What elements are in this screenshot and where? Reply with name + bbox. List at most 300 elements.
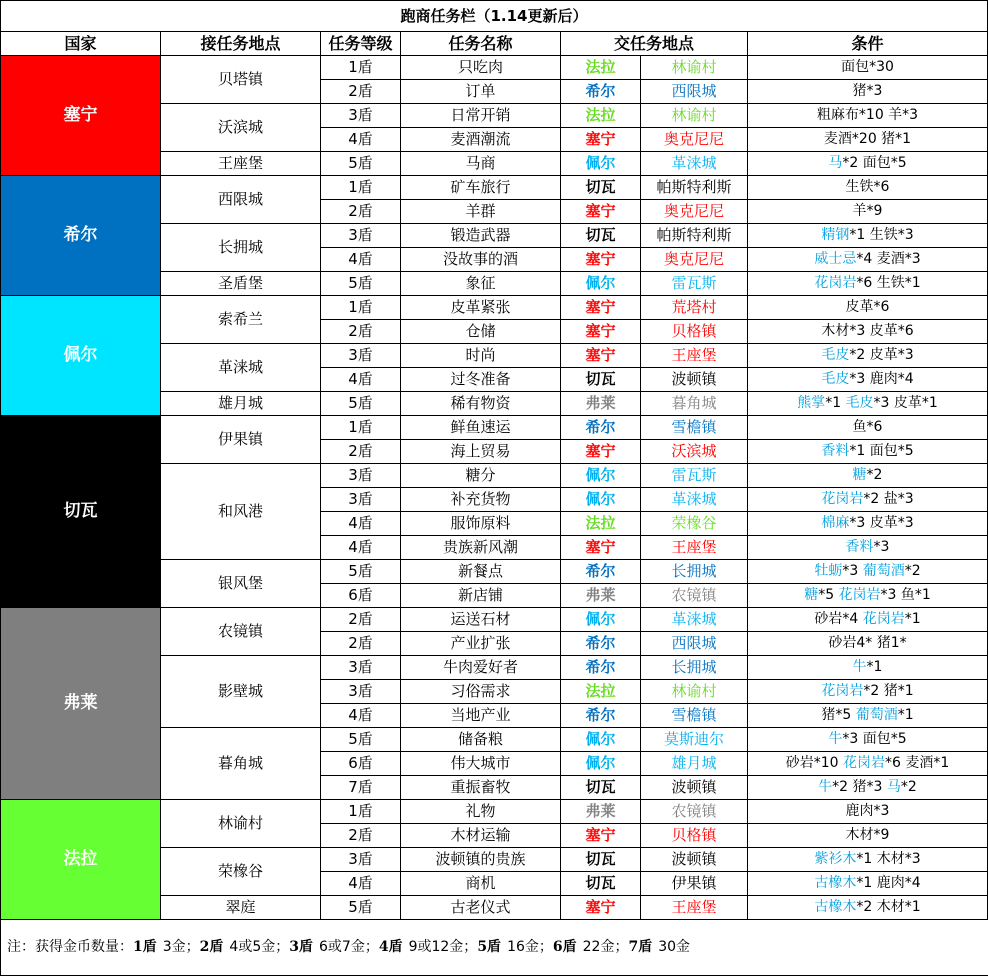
table-row bbox=[1, 176, 988, 200]
condition-segment: *2 bbox=[900, 779, 917, 795]
task-name-cell: 补充货物 bbox=[401, 488, 561, 512]
accept-location-cell: 西限城 bbox=[161, 176, 321, 224]
condition-cell bbox=[748, 440, 988, 464]
note-value: 22金； bbox=[582, 939, 629, 955]
deliver-nation-cell: 切瓦 bbox=[561, 224, 641, 248]
condition-segment: 粗麻布*10 羊*3 bbox=[816, 107, 919, 123]
condition-segment: *4 麦酒*3 bbox=[856, 251, 921, 267]
accept-location-cell: 沃滨城 bbox=[161, 104, 321, 152]
condition-segment: 花岗岩 bbox=[843, 755, 885, 771]
task-level-cell: 1盾 bbox=[321, 800, 401, 824]
condition-segment: 古橡木 bbox=[814, 875, 857, 891]
header-country: 国家 bbox=[1, 32, 161, 56]
condition-segment: *3 bbox=[842, 563, 863, 579]
task-level-cell: 4盾 bbox=[321, 248, 401, 272]
deliver-place-cell: 雷瓦斯 bbox=[641, 464, 748, 488]
task-level-cell: 4盾 bbox=[321, 128, 401, 152]
note-prefix: 注：获得金币数量： bbox=[7, 939, 133, 955]
task-name-cell: 矿车旅行 bbox=[401, 176, 561, 200]
task-name-cell: 服饰原料 bbox=[401, 512, 561, 536]
deliver-nation-cell: 塞宁 bbox=[561, 536, 641, 560]
task-level-cell: 5盾 bbox=[321, 152, 401, 176]
deliver-place-cell: 波顿镇 bbox=[641, 848, 748, 872]
table-row bbox=[1, 56, 988, 80]
task-level-cell: 4盾 bbox=[321, 368, 401, 392]
condition-segment: 古橡木 bbox=[814, 899, 857, 915]
task-level-cell: 1盾 bbox=[321, 296, 401, 320]
task-name-cell: 波顿镇的贵族 bbox=[401, 848, 561, 872]
task-level-cell: 4盾 bbox=[321, 512, 401, 536]
deliver-nation-cell: 切瓦 bbox=[561, 848, 641, 872]
deliver-nation-cell: 切瓦 bbox=[561, 776, 641, 800]
task-level-cell: 3盾 bbox=[321, 656, 401, 680]
deliver-place-cell: 林谕村 bbox=[641, 104, 748, 128]
task-level-cell: 6盾 bbox=[321, 584, 401, 608]
task-level-cell: 2盾 bbox=[321, 632, 401, 656]
condition-segment: *2 bbox=[866, 467, 883, 483]
condition-segment: *2 盐*3 bbox=[863, 491, 914, 507]
condition-segment: *1 鹿肉*4 bbox=[856, 875, 921, 891]
condition-segment: 砂岩*4 bbox=[814, 611, 863, 627]
task-name-cell: 木材运输 bbox=[401, 824, 561, 848]
task-name-cell: 牛肉爱好者 bbox=[401, 656, 561, 680]
deliver-place-cell: 林谕村 bbox=[641, 56, 748, 80]
note-value: 6或7金； bbox=[319, 939, 379, 955]
condition-segment: 精钢 bbox=[821, 227, 850, 243]
condition-cell bbox=[748, 56, 988, 80]
condition-cell bbox=[748, 344, 988, 368]
condition-cell bbox=[748, 776, 988, 800]
condition-segment: 葡萄酒 bbox=[855, 707, 898, 723]
condition-cell bbox=[748, 536, 988, 560]
deliver-nation-cell: 希尔 bbox=[561, 632, 641, 656]
condition-segment: *3 皮革*3 bbox=[849, 515, 914, 531]
deliver-nation-cell: 希尔 bbox=[561, 80, 641, 104]
table-row bbox=[1, 296, 988, 320]
table-row bbox=[1, 800, 988, 824]
condition-cell bbox=[748, 848, 988, 872]
condition-segment: 马 bbox=[886, 779, 901, 795]
table-title: 跑商任务栏（1.14更新后） bbox=[1, 1, 988, 32]
deliver-place-cell: 帕斯特利斯 bbox=[641, 176, 748, 200]
task-name-cell: 储备粮 bbox=[401, 728, 561, 752]
condition-segment: 花岗岩 bbox=[862, 611, 905, 627]
note-level: 7盾 bbox=[628, 939, 653, 955]
task-name-cell: 日常开销 bbox=[401, 104, 561, 128]
deliver-nation-cell: 希尔 bbox=[561, 560, 641, 584]
condition-segment: 威士忌 bbox=[814, 251, 857, 267]
note-level: 5盾 bbox=[477, 939, 502, 955]
deliver-nation-cell: 弗莱 bbox=[561, 800, 641, 824]
task-level-cell: 3盾 bbox=[321, 344, 401, 368]
condition-segment: 牛 bbox=[818, 779, 833, 795]
condition-cell bbox=[748, 608, 988, 632]
task-level-cell: 4盾 bbox=[321, 704, 401, 728]
condition-segment: *6 麦酒*1 bbox=[885, 755, 950, 771]
task-level-cell: 5盾 bbox=[321, 896, 401, 920]
accept-location-cell: 荣橡谷 bbox=[161, 848, 321, 896]
condition-segment: 羊*9 bbox=[852, 203, 883, 219]
task-name-cell: 仓储 bbox=[401, 320, 561, 344]
task-level-cell: 3盾 bbox=[321, 680, 401, 704]
country-cell: 佩尔 bbox=[1, 296, 161, 416]
condition-segment: 木材*3 皮革*6 bbox=[821, 323, 914, 339]
deliver-nation-cell: 塞宁 bbox=[561, 896, 641, 920]
task-name-cell: 贵族新风潮 bbox=[401, 536, 561, 560]
condition-segment: *2 木材*1 bbox=[856, 899, 921, 915]
condition-cell bbox=[748, 560, 988, 584]
deliver-nation-cell: 塞宁 bbox=[561, 344, 641, 368]
task-name-cell: 皮革紧张 bbox=[401, 296, 561, 320]
task-name-cell: 产业扩张 bbox=[401, 632, 561, 656]
condition-cell bbox=[748, 152, 988, 176]
deliver-place-cell: 荣橡谷 bbox=[641, 512, 748, 536]
note-value: 4或5金； bbox=[229, 939, 290, 955]
condition-cell bbox=[748, 272, 988, 296]
deliver-nation-cell: 佩尔 bbox=[561, 464, 641, 488]
deliver-place-cell: 波顿镇 bbox=[641, 776, 748, 800]
condition-cell bbox=[748, 320, 988, 344]
deliver-nation-cell: 佩尔 bbox=[561, 728, 641, 752]
country-cell: 弗莱 bbox=[1, 608, 161, 800]
accept-location-cell: 翠庭 bbox=[161, 896, 321, 920]
condition-segment: 麦酒*20 猪*1 bbox=[823, 131, 912, 147]
task-name-cell: 习俗需求 bbox=[401, 680, 561, 704]
task-name-cell: 重振畜牧 bbox=[401, 776, 561, 800]
condition-segment: 熊掌 bbox=[797, 395, 826, 411]
deliver-place-cell: 革涞城 bbox=[641, 608, 748, 632]
task-level-cell: 1盾 bbox=[321, 416, 401, 440]
header-accept-location: 接任务地点 bbox=[161, 32, 321, 56]
condition-cell bbox=[748, 104, 988, 128]
task-name-cell: 古老仪式 bbox=[401, 896, 561, 920]
condition-segment: 皮革*6 bbox=[845, 299, 890, 315]
deliver-nation-cell: 法拉 bbox=[561, 680, 641, 704]
task-name-cell: 稀有物资 bbox=[401, 392, 561, 416]
condition-segment: 马 bbox=[828, 155, 843, 171]
task-name-cell: 新店铺 bbox=[401, 584, 561, 608]
task-level-cell: 2盾 bbox=[321, 320, 401, 344]
note-value: 30金 bbox=[658, 939, 691, 955]
accept-location-cell: 王座堡 bbox=[161, 152, 321, 176]
condition-segment: 面包*30 bbox=[841, 59, 894, 75]
condition-segment: *1 木材*3 bbox=[856, 851, 921, 867]
deliver-place-cell: 奥克尼尼 bbox=[641, 248, 748, 272]
deliver-nation-cell: 佩尔 bbox=[561, 608, 641, 632]
task-level-cell: 4盾 bbox=[321, 536, 401, 560]
condition-cell bbox=[748, 248, 988, 272]
note-value: 16金； bbox=[507, 939, 553, 955]
deliver-place-cell: 暮角城 bbox=[641, 392, 748, 416]
condition-segment: *3 面包*5 bbox=[842, 731, 907, 747]
deliver-place-cell: 雷瓦斯 bbox=[641, 272, 748, 296]
deliver-nation-cell: 佩尔 bbox=[561, 752, 641, 776]
deliver-place-cell: 沃滨城 bbox=[641, 440, 748, 464]
task-level-cell: 7盾 bbox=[321, 776, 401, 800]
condition-segment: *2 面包*5 bbox=[842, 155, 907, 171]
condition-segment: *1 bbox=[866, 659, 883, 675]
accept-location-cell: 农镜镇 bbox=[161, 608, 321, 656]
country-cell: 法拉 bbox=[1, 800, 161, 920]
deliver-place-cell: 王座堡 bbox=[641, 896, 748, 920]
task-level-cell: 2盾 bbox=[321, 440, 401, 464]
condition-segment: 生铁*6 bbox=[845, 179, 890, 195]
deliver-place-cell: 革涞城 bbox=[641, 488, 748, 512]
reward-note bbox=[1, 920, 988, 976]
table-row bbox=[1, 416, 988, 440]
task-name-cell: 新餐点 bbox=[401, 560, 561, 584]
deliver-place-cell: 莫斯迪尔 bbox=[641, 728, 748, 752]
task-level-cell: 5盾 bbox=[321, 560, 401, 584]
condition-cell bbox=[748, 488, 988, 512]
task-name-cell: 羊群 bbox=[401, 200, 561, 224]
condition-segment: 牛 bbox=[828, 731, 843, 747]
condition-segment: 猪*3 bbox=[852, 83, 883, 99]
deliver-nation-cell: 希尔 bbox=[561, 416, 641, 440]
deliver-place-cell: 西限城 bbox=[641, 80, 748, 104]
country-cell: 切瓦 bbox=[1, 416, 161, 608]
deliver-place-cell: 帕斯特利斯 bbox=[641, 224, 748, 248]
condition-cell bbox=[748, 512, 988, 536]
note-row bbox=[1, 920, 988, 976]
condition-segment: *3 bbox=[873, 539, 890, 555]
deliver-nation-cell: 切瓦 bbox=[561, 872, 641, 896]
condition-segment: *3 鹿肉*4 bbox=[849, 371, 914, 387]
task-name-cell: 礼物 bbox=[401, 800, 561, 824]
deliver-nation-cell: 塞宁 bbox=[561, 824, 641, 848]
accept-location-cell: 林谕村 bbox=[161, 800, 321, 848]
deliver-nation-cell: 塞宁 bbox=[561, 248, 641, 272]
condition-segment: *6 生铁*1 bbox=[856, 275, 921, 291]
task-name-cell: 象征 bbox=[401, 272, 561, 296]
deliver-nation-cell: 希尔 bbox=[561, 656, 641, 680]
deliver-nation-cell: 塞宁 bbox=[561, 440, 641, 464]
task-level-cell: 5盾 bbox=[321, 392, 401, 416]
deliver-place-cell: 奥克尼尼 bbox=[641, 200, 748, 224]
condition-segment: 花岗岩 bbox=[821, 491, 864, 507]
condition-segment: 砂岩*10 bbox=[785, 755, 843, 771]
condition-cell bbox=[748, 128, 988, 152]
accept-location-cell: 长拥城 bbox=[161, 224, 321, 272]
accept-location-cell: 和风港 bbox=[161, 464, 321, 560]
task-name-cell: 时尚 bbox=[401, 344, 561, 368]
condition-segment: 香料 bbox=[845, 539, 874, 555]
note-level: 1盾 bbox=[133, 939, 157, 955]
task-level-cell: 6盾 bbox=[321, 752, 401, 776]
accept-location-cell: 伊果镇 bbox=[161, 416, 321, 464]
deliver-place-cell: 伊果镇 bbox=[641, 872, 748, 896]
accept-location-cell: 索希兰 bbox=[161, 296, 321, 344]
deliver-nation-cell: 佩尔 bbox=[561, 152, 641, 176]
deliver-place-cell: 革涞城 bbox=[641, 152, 748, 176]
task-level-cell: 3盾 bbox=[321, 104, 401, 128]
deliver-nation-cell: 希尔 bbox=[561, 704, 641, 728]
condition-segment: 花岗岩 bbox=[814, 275, 857, 291]
task-name-cell: 商机 bbox=[401, 872, 561, 896]
deliver-nation-cell: 佩尔 bbox=[561, 488, 641, 512]
accept-location-cell: 革涞城 bbox=[161, 344, 321, 392]
deliver-nation-cell: 弗莱 bbox=[561, 584, 641, 608]
condition-cell bbox=[748, 224, 988, 248]
deliver-place-cell: 王座堡 bbox=[641, 344, 748, 368]
condition-segment: *1 bbox=[904, 611, 921, 627]
task-level-cell: 2盾 bbox=[321, 608, 401, 632]
accept-location-cell: 雄月城 bbox=[161, 392, 321, 416]
condition-segment: 葡萄酒 bbox=[862, 563, 905, 579]
country-cell: 塞宁 bbox=[1, 56, 161, 176]
note-value: 3金； bbox=[162, 939, 200, 955]
deliver-nation-cell: 弗莱 bbox=[561, 392, 641, 416]
deliver-place-cell: 奥克尼尼 bbox=[641, 128, 748, 152]
deliver-place-cell: 雄月城 bbox=[641, 752, 748, 776]
condition-segment: *1 bbox=[897, 707, 914, 723]
condition-segment: 花岗岩 bbox=[838, 587, 881, 603]
condition-segment: 砂岩4* 猪1* bbox=[828, 635, 907, 651]
task-level-cell: 2盾 bbox=[321, 80, 401, 104]
condition-cell bbox=[748, 368, 988, 392]
deliver-nation-cell: 塞宁 bbox=[561, 320, 641, 344]
condition-cell bbox=[748, 824, 988, 848]
accept-location-cell: 影壁城 bbox=[161, 656, 321, 728]
country-cell: 希尔 bbox=[1, 176, 161, 296]
condition-cell bbox=[748, 896, 988, 920]
condition-segment: 鹿肉*3 bbox=[845, 803, 890, 819]
task-level-cell: 5盾 bbox=[321, 272, 401, 296]
header-task-name: 任务名称 bbox=[401, 32, 561, 56]
deliver-nation-cell: 塞宁 bbox=[561, 200, 641, 224]
deliver-place-cell: 波顿镇 bbox=[641, 368, 748, 392]
condition-cell bbox=[748, 680, 988, 704]
task-name-cell: 伟大城市 bbox=[401, 752, 561, 776]
condition-cell bbox=[748, 656, 988, 680]
condition-cell bbox=[748, 296, 988, 320]
condition-cell bbox=[748, 200, 988, 224]
deliver-nation-cell: 法拉 bbox=[561, 56, 641, 80]
condition-cell bbox=[748, 632, 988, 656]
condition-segment: 毛皮 bbox=[845, 395, 874, 411]
deliver-nation-cell: 切瓦 bbox=[561, 176, 641, 200]
condition-cell bbox=[748, 752, 988, 776]
condition-segment: 紫衫木 bbox=[814, 851, 857, 867]
deliver-place-cell: 长拥城 bbox=[641, 560, 748, 584]
condition-segment: *3 鱼*1 bbox=[880, 587, 931, 603]
task-name-cell: 订单 bbox=[401, 80, 561, 104]
condition-segment: 鱼*6 bbox=[852, 419, 883, 435]
deliver-place-cell: 农镜镇 bbox=[641, 800, 748, 824]
condition-segment: *2 猪*1 bbox=[863, 683, 914, 699]
condition-segment: 毛皮 bbox=[821, 371, 850, 387]
task-name-cell: 海上贸易 bbox=[401, 440, 561, 464]
note-level: 3盾 bbox=[289, 939, 313, 955]
deliver-place-cell: 贝格镇 bbox=[641, 824, 748, 848]
condition-segment: 棉麻 bbox=[821, 515, 850, 531]
deliver-nation-cell: 佩尔 bbox=[561, 272, 641, 296]
condition-cell bbox=[748, 704, 988, 728]
condition-segment: *5 bbox=[818, 587, 839, 603]
condition-segment: *2 皮革*3 bbox=[849, 347, 914, 363]
condition-cell bbox=[748, 464, 988, 488]
deliver-place-cell: 雪檐镇 bbox=[641, 416, 748, 440]
deliver-place-cell: 林谕村 bbox=[641, 680, 748, 704]
condition-segment: *2 猪*3 bbox=[832, 779, 887, 795]
accept-location-cell: 暮角城 bbox=[161, 728, 321, 800]
task-name-cell: 马商 bbox=[401, 152, 561, 176]
note-value: 9或12金； bbox=[408, 939, 478, 955]
task-name-cell: 没故事的酒 bbox=[401, 248, 561, 272]
condition-cell bbox=[748, 728, 988, 752]
condition-segment: *1 生铁*3 bbox=[849, 227, 914, 243]
accept-location-cell: 贝塔镇 bbox=[161, 56, 321, 104]
condition-segment: *1 bbox=[825, 395, 846, 411]
deliver-place-cell: 西限城 bbox=[641, 632, 748, 656]
condition-cell bbox=[748, 392, 988, 416]
note-level: 6盾 bbox=[552, 939, 577, 955]
condition-segment: *3 皮革*1 bbox=[873, 395, 938, 411]
task-level-cell: 3盾 bbox=[321, 848, 401, 872]
task-name-cell: 糖分 bbox=[401, 464, 561, 488]
task-level-cell: 1盾 bbox=[321, 56, 401, 80]
task-name-cell: 过冬准备 bbox=[401, 368, 561, 392]
header-deliver-location: 交任务地点 bbox=[561, 32, 748, 56]
deliver-nation-cell: 切瓦 bbox=[561, 368, 641, 392]
note-level: 4盾 bbox=[378, 939, 403, 955]
condition-cell bbox=[748, 176, 988, 200]
task-level-cell: 3盾 bbox=[321, 224, 401, 248]
condition-segment: *1 面包*5 bbox=[849, 443, 914, 459]
task-level-cell: 3盾 bbox=[321, 464, 401, 488]
deliver-place-cell: 王座堡 bbox=[641, 536, 748, 560]
deliver-nation-cell: 法拉 bbox=[561, 104, 641, 128]
header-task-level: 任务等级 bbox=[321, 32, 401, 56]
task-name-cell: 运送石材 bbox=[401, 608, 561, 632]
task-level-cell: 3盾 bbox=[321, 488, 401, 512]
deliver-place-cell: 农镜镇 bbox=[641, 584, 748, 608]
table-row bbox=[1, 608, 988, 632]
condition-cell bbox=[748, 80, 988, 104]
task-name-cell: 当地产业 bbox=[401, 704, 561, 728]
deliver-nation-cell: 塞宁 bbox=[561, 296, 641, 320]
condition-segment: *2 bbox=[904, 563, 921, 579]
condition-cell bbox=[748, 872, 988, 896]
condition-segment: 木材*9 bbox=[845, 827, 890, 843]
deliver-place-cell: 长拥城 bbox=[641, 656, 748, 680]
condition-segment: 猪*5 bbox=[821, 707, 856, 723]
note-level: 2盾 bbox=[199, 939, 224, 955]
condition-segment: 糖 bbox=[804, 587, 819, 603]
deliver-nation-cell: 法拉 bbox=[561, 512, 641, 536]
condition-segment: 糖 bbox=[852, 467, 867, 483]
task-level-cell: 4盾 bbox=[321, 872, 401, 896]
accept-location-cell: 圣盾堡 bbox=[161, 272, 321, 296]
task-name-cell: 锻造武器 bbox=[401, 224, 561, 248]
condition-cell bbox=[748, 800, 988, 824]
condition-segment: 花岗岩 bbox=[821, 683, 864, 699]
header-condition: 条件 bbox=[748, 32, 988, 56]
condition-segment: 香料 bbox=[821, 443, 850, 459]
task-level-cell: 2盾 bbox=[321, 200, 401, 224]
task-name-cell: 鲜鱼速运 bbox=[401, 416, 561, 440]
condition-segment: 牡蛎 bbox=[814, 563, 843, 579]
deliver-place-cell: 贝格镇 bbox=[641, 320, 748, 344]
task-level-cell: 1盾 bbox=[321, 176, 401, 200]
task-name-cell: 麦酒潮流 bbox=[401, 128, 561, 152]
deliver-nation-cell: 塞宁 bbox=[561, 128, 641, 152]
deliver-place-cell: 雪檐镇 bbox=[641, 704, 748, 728]
condition-cell bbox=[748, 416, 988, 440]
task-level-cell: 2盾 bbox=[321, 824, 401, 848]
condition-segment: 毛皮 bbox=[821, 347, 850, 363]
accept-location-cell: 银风堡 bbox=[161, 560, 321, 608]
